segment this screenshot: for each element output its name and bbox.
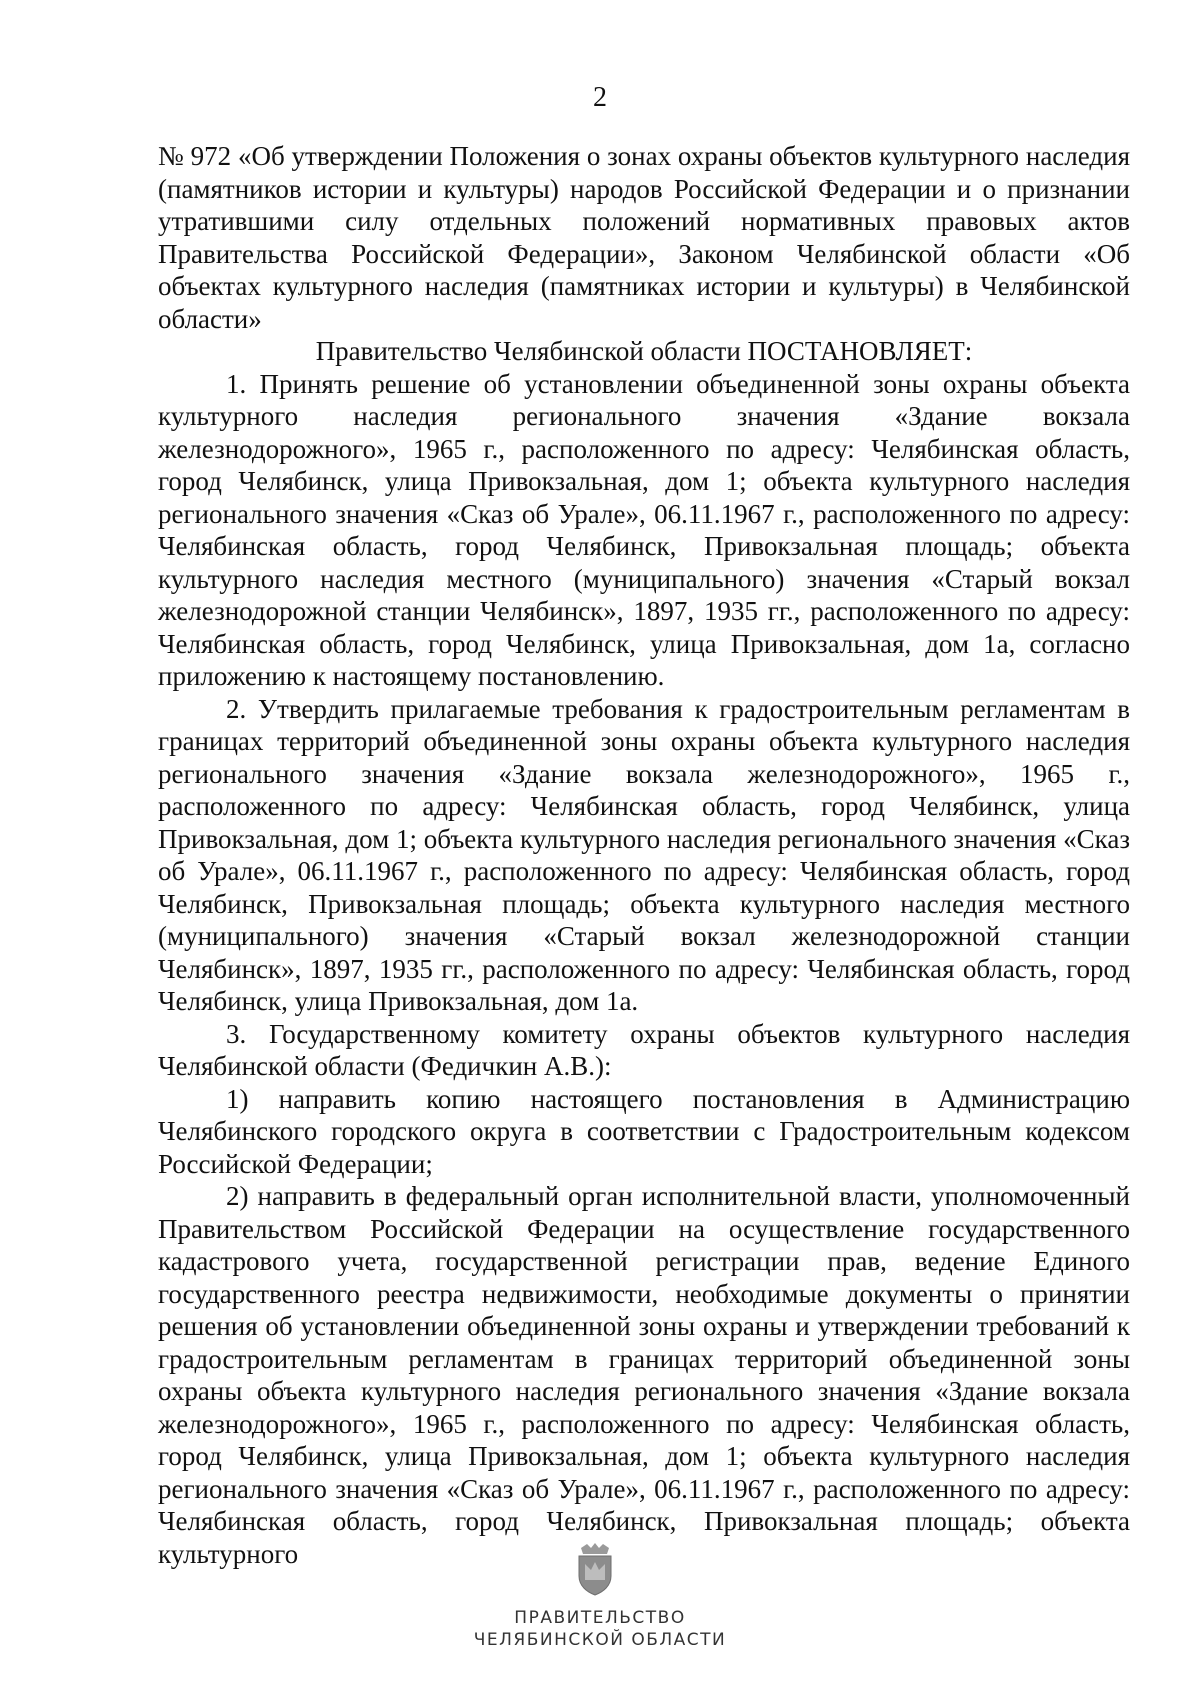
paragraph-item-2: 2. Утвердить прилагаемые требования к градостроительным регламентам в границах территорий объединенной зоны охраны объекта культурного наследия регионального значения «Здание вокзала железнодорожного», 1965 г., расположенного по адресу: Челябинская область, город Челябинск, улица Привокзальная, дом 1; объекта культурного наследия регионального значения «Сказ об Урале», 06.11.1967 г., расположенного по адресу: Челябинская область, город Челябинск, Привокзальная площадь; объекта культурного наследия местного (муниципального) значения «Старый вокзал железнодорожной станции Челябинск», 1897, 1935 гг., расположенного по адресу: Челябинская область, город Челябинск, улица Привокзальная, дом 1а. (158, 693, 1130, 1016)
document-body (158, 140, 1130, 1570)
coat-of-arms-icon (575, 1542, 615, 1596)
page-number: 2 (593, 82, 607, 113)
paragraph-item-3: 3. Государственному комитету охраны объектов культурного наследия Челябинской области (Федичкин А.В.): (158, 1018, 1130, 1081)
paragraph-item-1: 1. Принять решение об установлении объединенной зоны охраны объекта культурного наследия регионального значения «Здание вокзала железнодорожного», 1965 г., расположенного по адресу: Челябинская область, город Челябинск, улица Привокзальная, дом 1; объекта культурного наследия регионального значения «Сказ об Урале», 06.11.1967 г., расположенного по адресу: Челябинская область, город Челябинск, Привокзальная площадь; объекта культурного наследия местного (муниципального) значения «Старый вокзал железнодорожной станции Челябинск», 1897, 1935 гг., расположенного по адресу: Челябинская область, город Челябинск, улица Привокзальная, дом 1а, согласно приложению к настоящему постановлению. (158, 368, 1130, 691)
paragraph-intro-continuation: № 972 «Об утверждении Положения о зонах охраны объектов культурного наследия (памятников истории и культуры) народов Российской Федерации и о признании утратившими силу отдельных положений нормативных правовых актов Правительства Российской Федерации», Законом Челябинской области «Об объектах культурного наследия (памятниках истории и культуры) в Челябинской области» (158, 141, 1130, 334)
paragraph-item-3-2: 2) направить в федеральный орган исполнительной власти, уполномоченный Правительством Российской Федерации на осуществление государственного кадастрового учета, государственной регистрации прав, ведение Единого государственного реестра недвижимости, необходимые документы о принятии решения об установлении объединенной зоны охраны и утверждении требований к градостроительным регламентам в границах территорий объединенной зоны охраны объекта культурного наследия регионального значения «Здание вокзала железнодорожного», 1965 г., расположенного по адресу: Челябинская область, город Челябинск, улица Привокзальная, дом 1; объекта культурного наследия регионального значения «Сказ об Урале», 06.11.1967 г., расположенного по адресу: Челябинская область, город Челябинск, Привокзальная площадь; объекта культурного (158, 1181, 1130, 1569)
footer-government-line: ПРАВИТЕЛЬСТВО (514, 1608, 686, 1628)
paragraph-item-3-1: 1) направить копию настоящего постановления в Администрацию Челябинского городского округа в соответствии с Градостроительным кодексом Российской Федерации; (158, 1083, 1130, 1179)
paragraph-resolves: Правительство Челябинской области ПОСТАНОВЛЯЕТ: (315, 336, 973, 366)
footer-region-line: ЧЕЛЯБИНСКОЙ ОБЛАСТИ (473, 1630, 727, 1650)
